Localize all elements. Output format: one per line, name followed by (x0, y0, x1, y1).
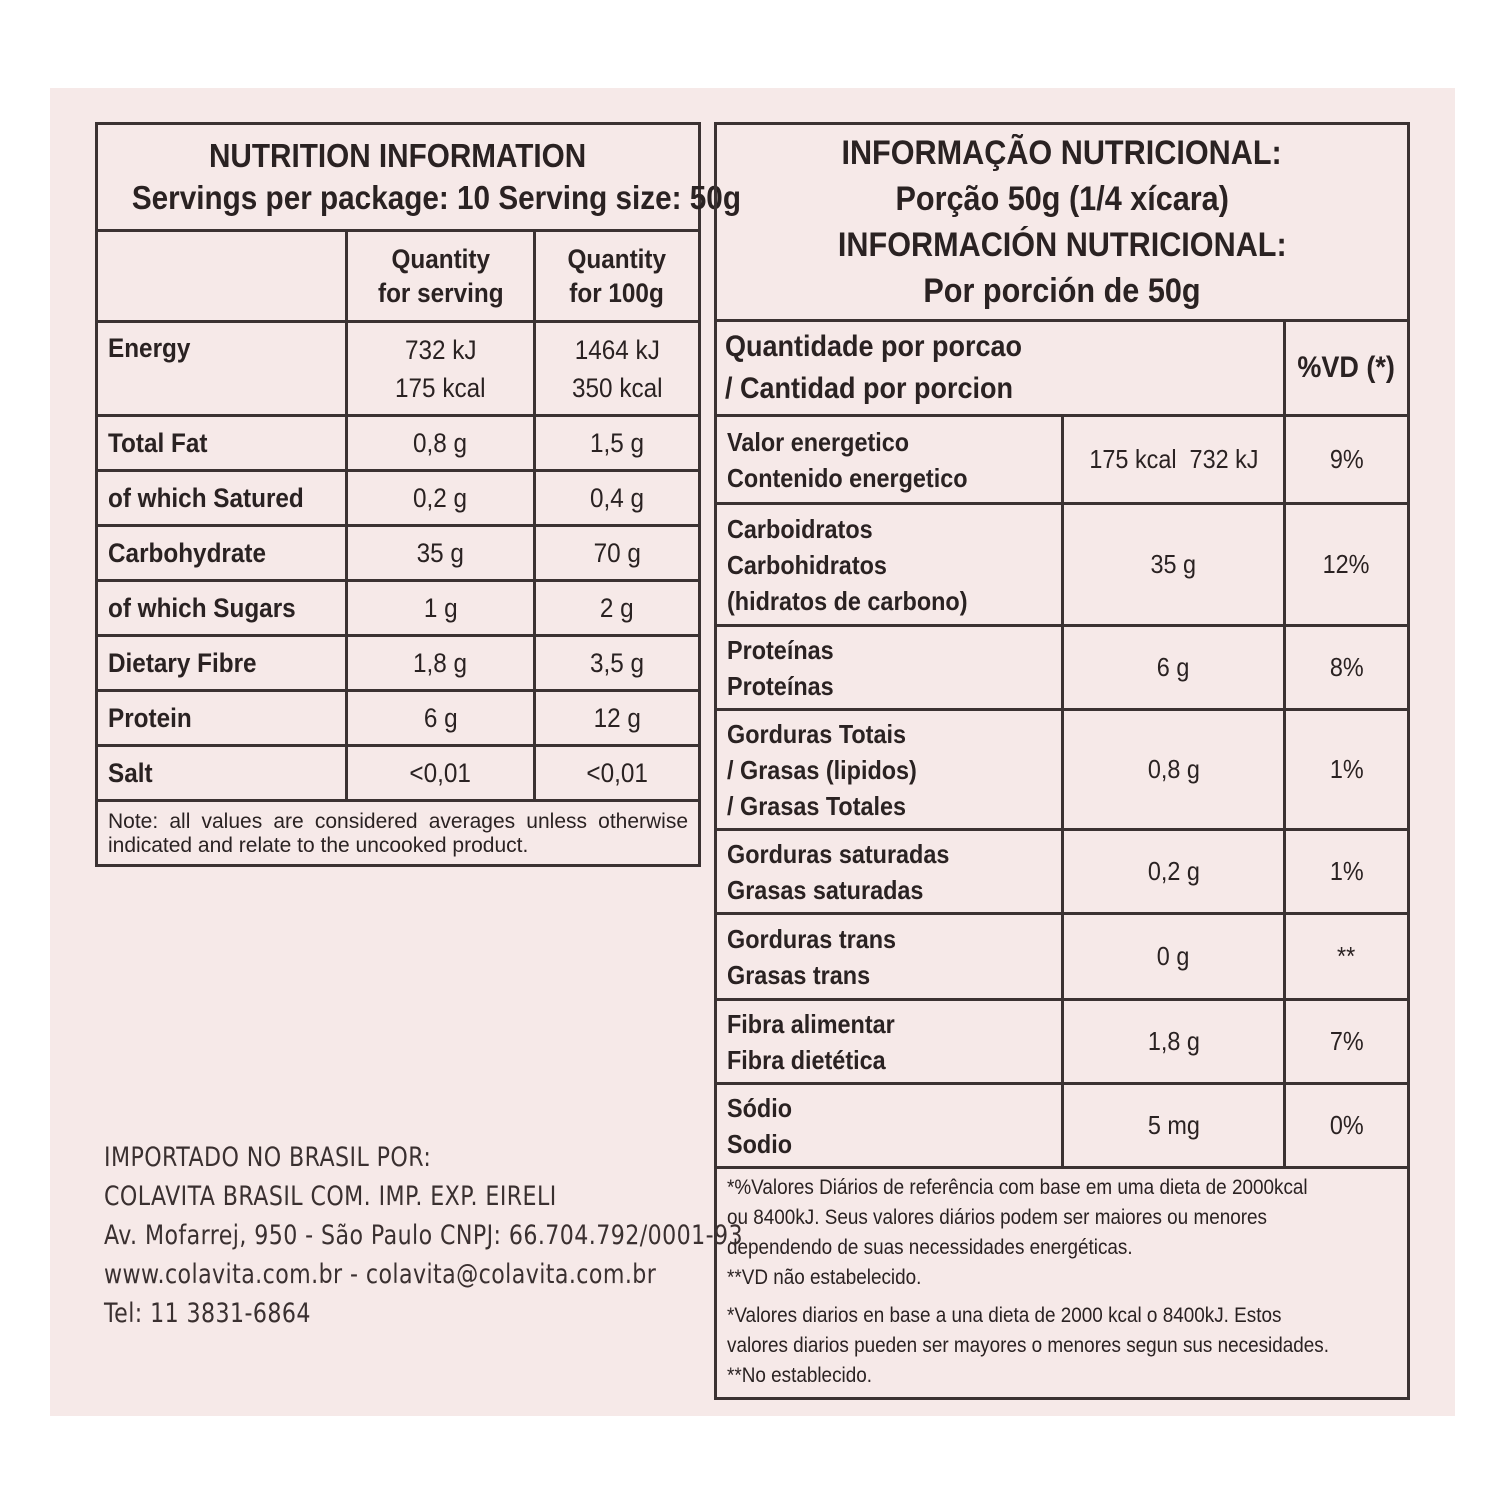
row-vd: 8% (1285, 626, 1409, 710)
row-label: Gorduras saturadas Grasas saturadas (716, 830, 1063, 914)
table-row (716, 1000, 1409, 1084)
row-vd: 1% (1285, 830, 1409, 914)
row-label: of which Sugars (97, 581, 347, 636)
footnote-es-line: **No establecido. (727, 1364, 872, 1387)
table-row (97, 471, 700, 526)
serving-value: 35 g (347, 526, 535, 581)
table-row (97, 636, 700, 691)
table-row (716, 710, 1409, 830)
serving-value: <0,01 (347, 746, 535, 801)
row-value: 175 kcal 732 kJ (1063, 416, 1285, 504)
row-label: Sódio Sodio (716, 1084, 1063, 1168)
row-vd: 1% (1285, 710, 1409, 830)
footnote-pt-line: *%Valores Diários de referência com base em uma dieta de 2000kcal (727, 1176, 1308, 1199)
nutrition-information-table (95, 122, 741, 867)
row-vd: 7% (1285, 1000, 1409, 1084)
importer-web-email: www.colavita.com.br - colavita@colavita.com.br (104, 1259, 657, 1290)
serving-value: 0,8 g (347, 416, 535, 471)
table-row (716, 914, 1409, 1000)
col-header-100g: Quantity for 100g (535, 231, 700, 322)
row-label: Carboidratos Carbohidratos (hidratos de carbono) (716, 504, 1063, 626)
row-value: 0,8 g (1063, 710, 1285, 830)
row-value: 1,8 g (1063, 1000, 1285, 1084)
serving-value: 1,8 g (347, 636, 535, 691)
row-label: Energy (97, 322, 347, 416)
per100-value: 1,5 g (535, 416, 700, 471)
row-label: Fibra alimentar Fibra dietética (716, 1000, 1063, 1084)
row-label: Total Fat (97, 416, 347, 471)
row-label: Proteínas Proteínas (716, 626, 1063, 710)
table-row (97, 581, 700, 636)
per100-value: 1464 kJ 350 kcal (535, 322, 700, 416)
table-note: Note: all values are considered averages unless otherwise indicated and relate to the uncooked product. (97, 801, 700, 866)
row-value: 35 g (1063, 504, 1285, 626)
table-row (716, 504, 1409, 626)
row-value: 5 mg (1063, 1084, 1285, 1168)
table-row (716, 830, 1409, 914)
row-vd: 9% (1285, 416, 1409, 504)
row-vd: 12% (1285, 504, 1409, 626)
importer-company: COLAVITA BRASIL COM. IMP. EXP. EIRELI (104, 1181, 557, 1212)
per100-value: 2 g (535, 581, 700, 636)
table-title: NUTRITION INFORMATION (209, 137, 587, 174)
footnotes (716, 1168, 1409, 1399)
serving-value: 6 g (347, 691, 535, 746)
col-header-serving: Quantity for serving (347, 231, 535, 322)
servings-line: Servings per package: 10 Serving size: 50g (131, 179, 741, 216)
row-label: Dietary Fibre (97, 636, 347, 691)
row-label: Gorduras Totais / Grasas (lipidos) / Grasas Totales (716, 710, 1063, 830)
table-row (97, 416, 700, 471)
table-header (97, 124, 741, 231)
per100-value: 70 g (535, 526, 700, 581)
footnote-es-line: *Valores diarios en base a una dieta de 2000 kcal o 8400kJ. Estos (727, 1304, 1282, 1327)
title-es: INFORMACIÓN NUTRICIONAL: (837, 226, 1287, 264)
per100-value: 0,4 g (535, 471, 700, 526)
serving-value: 732 kJ 175 kcal (347, 322, 535, 416)
title-pt: INFORMAÇÃO NUTRICIONAL: (841, 134, 1283, 172)
row-vd: 0% (1285, 1084, 1409, 1168)
importer-phone: Tel: 11 3831-6864 (104, 1298, 311, 1329)
per100-value: 3,5 g (535, 636, 700, 691)
serving-value: 1 g (347, 581, 535, 636)
table-row (716, 416, 1409, 504)
informacao-nutricional-table (714, 122, 1410, 1400)
serving-value: 0,2 g (347, 471, 535, 526)
row-value: 6 g (1063, 626, 1285, 710)
per100-value: <0,01 (535, 746, 700, 801)
portion-es: Por porción de 50g (923, 272, 1201, 310)
row-label: Carbohydrate (97, 526, 347, 581)
row-label: Salt (97, 746, 347, 801)
importer-address: Av. Mofarrej, 950 - São Paulo CNPJ: 66.704.792/0001-93 (104, 1220, 743, 1251)
table-row (716, 1084, 1409, 1168)
empty-header-cell (97, 231, 347, 322)
vd-header: %VD (*) (1285, 321, 1409, 416)
table-row (716, 626, 1409, 710)
table-row (97, 691, 700, 746)
per100-value: 12 g (535, 691, 700, 746)
row-label: Gorduras trans Grasas trans (716, 914, 1063, 1000)
row-label: Valor energetico Contenido energetico (716, 416, 1063, 504)
row-label: of which Satured (97, 471, 347, 526)
row-vd: ** (1285, 914, 1409, 1000)
table-row (97, 746, 700, 801)
row-value: 0 g (1063, 914, 1285, 1000)
quantity-header: Quantidade por porcao / Cantidad por porcion (716, 321, 1285, 416)
table-row (97, 322, 700, 416)
table-header (716, 124, 1409, 321)
portion-pt: Porção 50g (1/4 xícara) (895, 180, 1229, 218)
footnote-es-line: valores diarios pueden ser mayores o menores segun sus necesidades. (727, 1334, 1329, 1357)
importer-line: IMPORTADO NO BRASIL POR: (104, 1142, 432, 1173)
footnote-pt-line: ou 8400kJ. Seus valores diários podem ser maiores ou menores (727, 1206, 1267, 1229)
table-row (97, 526, 700, 581)
row-value: 0,2 g (1063, 830, 1285, 914)
importer-info (104, 1138, 743, 1333)
row-label: Protein (97, 691, 347, 746)
footnote-pt-line: **VD não estabelecido. (727, 1266, 922, 1289)
footnote-pt-line: dependendo de suas necessidades energéticas. (727, 1236, 1133, 1259)
